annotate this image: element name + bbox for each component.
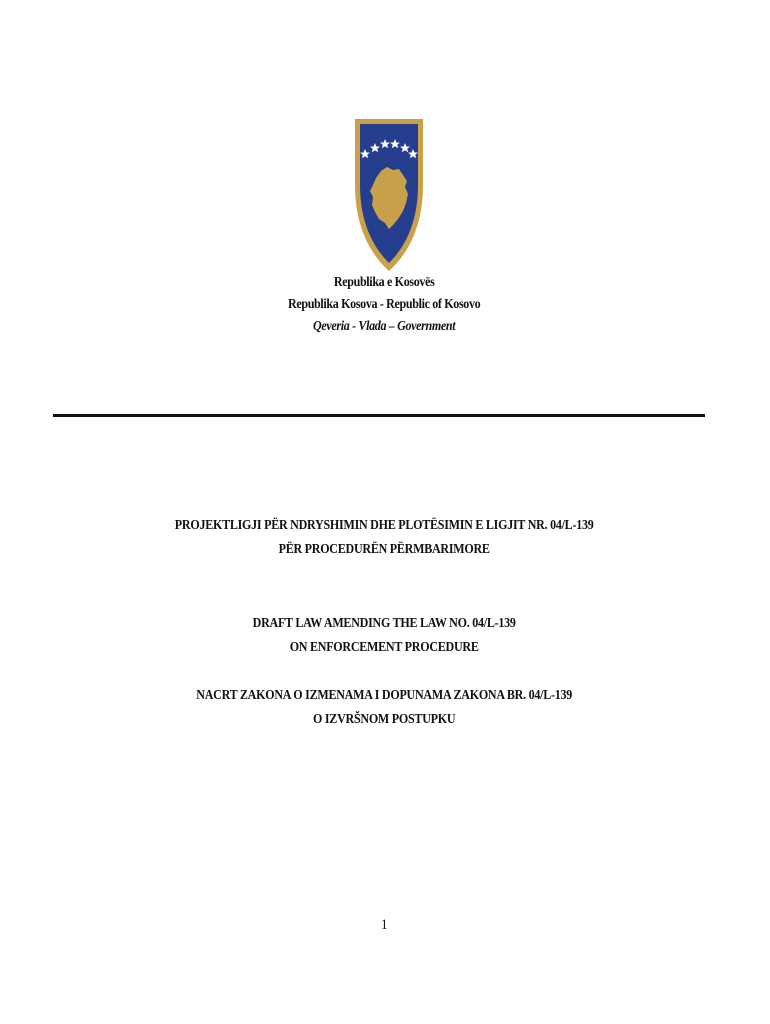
- kosovo-coat-of-arms-icon: [351, 115, 427, 273]
- title-albanian-line1: PROJEKTLIGJI PËR NDRYSHIMIN DHE PLOTËSIMIN E LIGJIT NR. 04/L-139: [174, 518, 594, 533]
- title-serbian-line2: O IZVRŠNOM POSTUPKU: [313, 712, 456, 727]
- header-divider: [53, 414, 705, 417]
- title-albanian: [53, 514, 715, 562]
- issuer-header: [53, 272, 715, 338]
- title-english-line1: DRAFT LAW AMENDING THE LAW NO. 04/L-139: [252, 616, 516, 631]
- title-serbian: [53, 684, 715, 732]
- title-albanian-line2: PËR PROCEDURËN PËRMBARIMORE: [278, 542, 490, 557]
- header-republic-serbian-english: Republika Kosova - Republic of Kosovo: [288, 297, 481, 312]
- title-english-line2: ON ENFORCEMENT PROCEDURE: [289, 640, 479, 655]
- header-republic-albanian: Republika e Kosovës: [333, 275, 435, 290]
- page-number: 1: [380, 917, 388, 933]
- header-government: Qeveria - Vlada – Government: [313, 319, 456, 334]
- title-serbian-line1: NACRT ZAKONA O IZMENAMA I DOPUNAMA ZAKONA BR. 04/L-139: [196, 688, 573, 703]
- title-english: [53, 612, 715, 660]
